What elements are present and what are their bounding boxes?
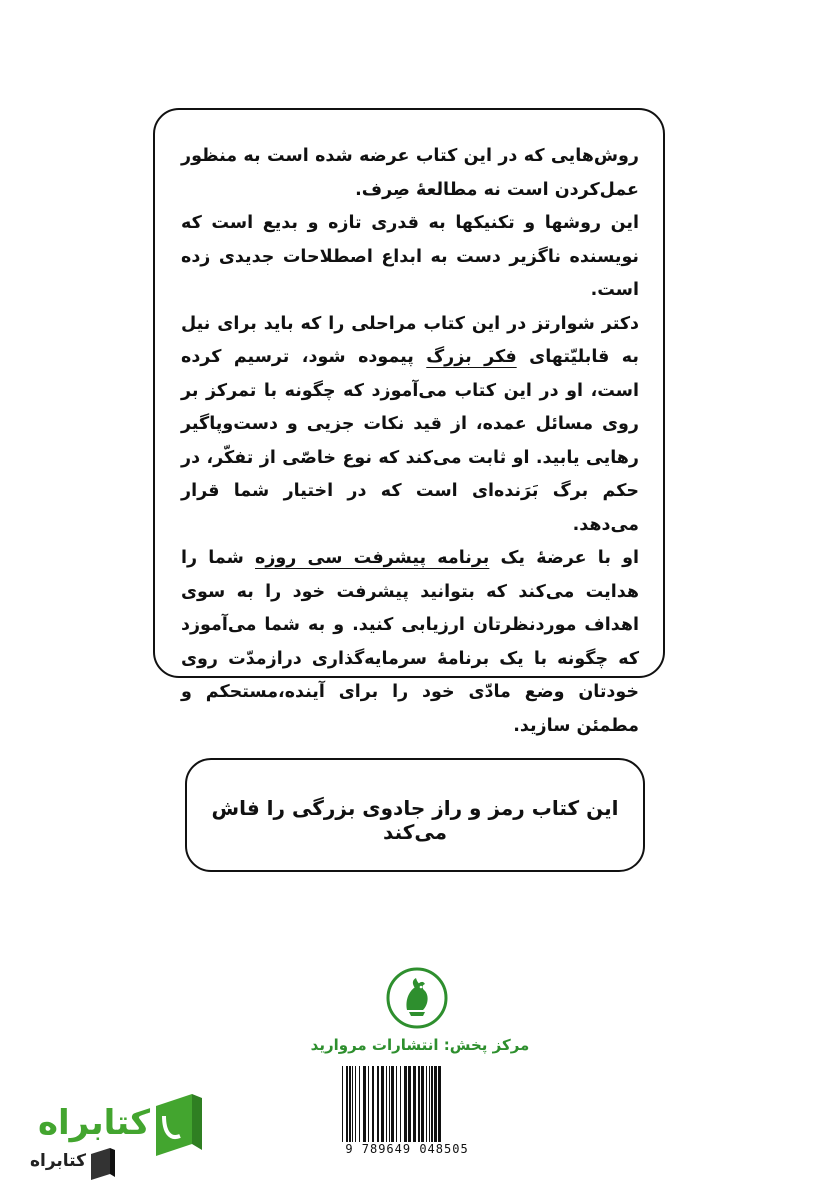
barcode-bar [359,1066,360,1142]
big-thinking-term: فکر بزرگ [426,347,517,367]
description-paragraph-4-end: شما را هدایت می‌کند که بتوانید پیشرفت خود را به سوی اهداف موردنظرتان ارزیابی کنید. و به شما می‌آموزد که چگونه با یک برنامهٔ سرمایه‌گذاری درازمدّت روی خودتان وضع مادّی خود را برای آینده،مستحکم و مطمئن سازید. [181,548,639,736]
barcode-bar [431,1066,433,1142]
barcode-bar [342,1066,343,1142]
description-paragraph-3 [181,308,639,543]
barcode-bar [381,1066,384,1142]
barcode-bar [438,1066,441,1142]
barcode-bar [413,1066,416,1142]
description-paragraph-4-start: او با عرضهٔ یک [489,548,639,568]
description-paragraph-2: این روشها و تکنیکها به قدری تازه و بدیع است که نویسنده ناگزیر دست به ابداع اصطلاحات جدیدی زده است. [181,213,639,300]
tagline: این کتاب رمز و راز جادوی بزرگی را فاش می‌کند [211,796,619,844]
description-paragraph-4 [181,542,639,743]
rooster-logo-icon [385,966,449,1030]
barcode-bar [352,1066,353,1142]
book-icon-small [88,1146,118,1182]
description-box [153,108,665,736]
watermark-logo-text: کتابراه [37,1103,150,1143]
barcode-bar [389,1066,390,1142]
barcode-bar [426,1066,427,1142]
barcode-bar [391,1066,394,1142]
barcode-bar [346,1066,348,1142]
barcode-bar [349,1066,351,1142]
barcode-bar [408,1066,411,1142]
distributor-label: مرکز پخش: انتشارات مروارید [310,1036,530,1054]
barcode-bar [434,1066,437,1142]
description-paragraph-3-start: دکتر شوارتز در این کتاب مراحلی را که باید برای نیل به قابلیّتهای [181,313,639,367]
thirty-day-program-term: برنامه پیشرفت سی روزه [255,548,490,568]
watermark-small-text: کتابراه [29,1151,86,1171]
barcode-bar [396,1066,397,1142]
barcode-bar [404,1066,407,1142]
barcode-bar [355,1066,356,1142]
description-paragraph-3-end: پیموده شود، ترسیم کرده است، او در این کتاب می‌آموزد که چگونه با تمرکز بر روی مسائل عمده، از قید نکات جزیی و دست‌وپاگیر رهایی یابید. او ثابت می‌کند که نوع خاصّی از تفکّر، در حکم برگ بَرَنده‌ای است که در اختیار شما قرار می‌دهد. [181,347,639,535]
tagline-box [185,758,645,872]
book-icon [150,1092,208,1158]
barcode-number: 9 789649 048505 [336,1142,478,1156]
description-paragraph-1: روش‌هایی که در این کتاب عرضه شده است به منظور عمل‌کردن است نه مطالعهٔ صِرف. [181,146,639,200]
barcode-bar [368,1066,369,1142]
barcode-bar [429,1066,430,1142]
barcode-bar [418,1066,420,1142]
barcode-bar [400,1066,401,1142]
barcode-bar [363,1066,366,1142]
barcode-bar [377,1066,379,1142]
barcode-bar [386,1066,387,1142]
barcode-bar [372,1066,374,1142]
barcode-bar [421,1066,424,1142]
